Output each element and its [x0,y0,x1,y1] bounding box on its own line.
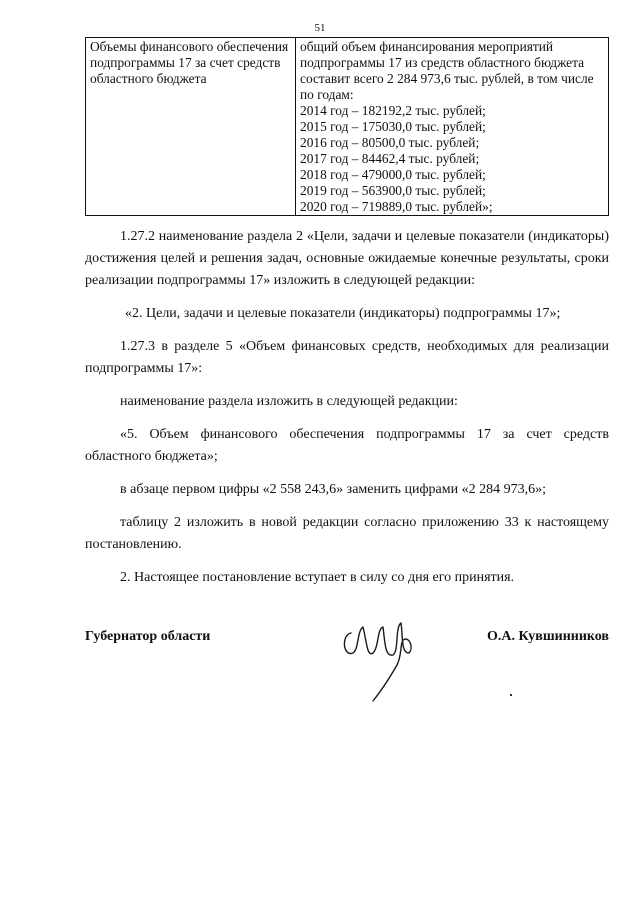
document-body [85,226,609,600]
year-line-2016: 2016 год – 80500,0 тыс. рублей; [300,135,480,150]
signature-block [85,625,609,715]
financing-intro: общий объем финансирования мероприятий подпрограммы 17 из средств областного бюджета составит всего 2 284 973,6 тыс. рублей, в том числе по годам: [300,39,594,102]
paragraph-replace-figures: в абзаце первом цифры «2 558 243,6» заменить цифрами «2 284 973,6»; [120,482,546,497]
signatory-role: Губернатор области [85,629,211,644]
paragraph-1-27-2: 1.27.2 наименование раздела 2 «Цели, задачи и целевые показатели (индикаторы) достижения целей и решения задач, основные ожидаемые конечные результаты, сроки реализации подпрограммы 17» изложить в следующей редакции: [85,229,609,288]
year-line-2020: 2020 год – 719889,0 тыс. рублей»; [300,199,493,214]
paragraph-rename-section: наименование раздела изложить в следующей редакции: [120,394,458,409]
year-line-2018: 2018 год – 479000,0 тыс. рублей; [300,167,486,182]
year-line-2015: 2015 год – 175030,0 тыс. рублей; [300,119,486,134]
paragraph-effective-date: 2. Настоящее постановление вступает в силу со дня его принятия. [120,570,515,585]
scan-dot [510,694,512,696]
paragraph-section-2-title: «2. Цели, задачи и целевые показатели (индикаторы) подпрограммы 17»; [125,306,561,321]
signatory-name: О.А. Кувшинников [486,629,609,644]
year-line-2014: 2014 год – 182192,2 тыс. рублей; [300,103,486,118]
table-row [86,38,609,216]
financing-table [85,37,609,216]
page-number: 51 [314,22,326,34]
year-line-2019: 2019 год – 563900,0 тыс. рублей; [300,183,486,198]
table-label-cell: Объемы финансового обеспечения подпрограммы 17 за счет средств областного бюджета [86,38,296,216]
handwritten-signature [337,613,427,708]
year-line-2017: 2017 год – 84462,4 тыс. рублей; [300,151,480,166]
paragraph-1-27-3: 1.27.3 в разделе 5 «Объем финансовых средств, необходимых для реализации подпрограммы 17»: [85,339,609,376]
table-value-cell [296,38,609,216]
paragraph-section-5-title: «5. Объем финансового обеспечения подпрограммы 17 за счет средств областного бюджета»; [85,427,609,464]
paragraph-table-2: таблицу 2 изложить в новой редакции согласно приложению 33 к настоящему постановлению. [85,515,609,552]
